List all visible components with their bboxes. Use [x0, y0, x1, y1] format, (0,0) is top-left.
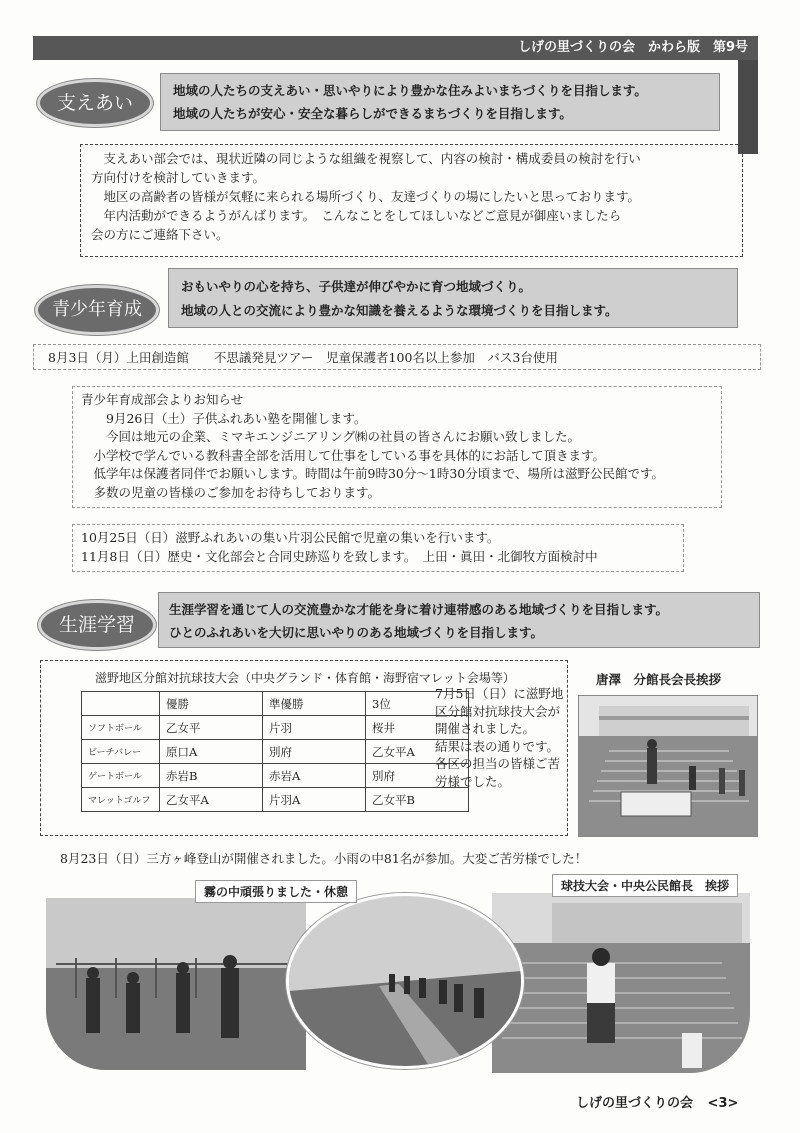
table-row — [82, 716, 469, 740]
table-cell: 片羽 — [263, 716, 366, 740]
page-header — [33, 36, 758, 60]
table-header-cell: 優勝 — [160, 692, 263, 716]
lifelong-goals — [158, 592, 760, 648]
result-line: 各区の担当の皆様ご苦 — [435, 756, 561, 771]
section-tag-support — [37, 79, 153, 127]
notice-line: 青少年育成部会よりお知らせ — [81, 392, 244, 407]
table-cell: 乙女平 — [160, 716, 263, 740]
support-body-box — [80, 144, 743, 257]
notice-line: 多数の児童の皆様のご参加をお待ちしております。 — [81, 484, 381, 500]
photo-fog-rest — [46, 898, 306, 1070]
table-header-cell: 準優勝 — [263, 692, 366, 716]
table-cell: 乙女平B — [366, 788, 469, 812]
body-line: 会の方にご連絡下さい。 — [91, 227, 229, 242]
youth-goals — [168, 268, 738, 328]
table-cell: 乙女平A — [366, 740, 469, 764]
table-cell: マレットゴルフ — [82, 788, 160, 812]
photo-speech-stairs — [578, 695, 758, 837]
table-cell: ソフトボール — [82, 716, 160, 740]
table-row — [82, 764, 469, 788]
event-line: 8月3日（月）上田創造館 不思議発見ツアー 児童保護者100名以上参加 バス3台使用 — [48, 350, 558, 365]
result-line: 区分館対抗球技大会が — [435, 703, 561, 719]
goal-line: 地域の人たちの支えあい・思いやりにより豊かな住みよいまちづくりを目指します。 — [173, 83, 647, 98]
event-line: 10月25日（日）滋野ふれあいの集い片羽公民館で児童の集いを行います。 — [81, 530, 500, 545]
header-title: しげの里づくりの会 かわら版 第9号 — [517, 40, 748, 55]
table-header-row — [82, 692, 469, 716]
table-row — [82, 788, 469, 812]
section-tag-label: 支えあい — [56, 92, 133, 114]
table-cell: 片羽A — [263, 788, 366, 812]
result-line: 開催されました。 — [435, 721, 536, 736]
result-line: 結果は表の通りです。 — [435, 738, 560, 754]
climb-note: 8月23日（日）三方ヶ峰登山が開催されました。小雨の中81名が参加。大変ご苦労様でした！ — [60, 851, 588, 866]
youth-events2-box — [72, 524, 684, 572]
table-header-cell: 3位 — [366, 692, 469, 716]
goal-line: 地域の人たちが安心・安全な暮らしができるまちづくりを目指します。 — [173, 106, 572, 121]
event-line: 11月8日（日）歴史・文化部会と合同史跡巡りを致します。 上田・眞田・北御牧方面検討中 — [81, 549, 598, 564]
table-cell: ビーチバレー — [82, 740, 160, 764]
table-cell: 乙女平A — [160, 788, 263, 812]
table-cell: 桜井 — [366, 716, 469, 740]
photo-fog-boardwalk — [286, 893, 524, 1069]
photo-caption-3: 球技大会・中央公民館長 挨拶 — [552, 874, 738, 897]
photo-caption-1: 唐澤 分館長会長挨拶 — [596, 672, 722, 687]
footer-org: しげの里づくりの会 — [576, 1096, 694, 1111]
body-line: 年内活動ができるようがんばります。 こんなことをしてほしいなどご意見が御座いましたら — [91, 208, 622, 223]
body-line: 地区の高齢者の皆様が気軽に来られる場所づくり、友達づくりの場にしたいと思っております。 — [91, 189, 641, 204]
youth-notice-box — [72, 386, 722, 508]
body-line: 支えあい部会では、現状近隣の同じような組織を視察して、内容の検討・構成委員の検討を行い — [91, 151, 641, 166]
youth-event1-box — [33, 344, 761, 370]
table-cell: 赤岩A — [263, 764, 366, 788]
table-cell: 赤岩B — [160, 764, 263, 788]
support-goals — [160, 73, 720, 131]
section-tag-lifelong — [38, 600, 156, 650]
tournament-box — [40, 660, 568, 836]
page-number: <3> — [707, 1096, 739, 1111]
body-line: 方向付けを検討していきます。 — [91, 170, 266, 185]
notice-line: 低学年は保護者同伴でお願いします。時間は午前9時30分～1時30分頃まで、場所は滋野公民館です。 — [81, 466, 664, 481]
table-title: 滋野地区分館対抗球技大会（中央グランド・体育館・海野宿マレット会場等） — [95, 671, 515, 685]
goal-line: 地域の人との交流により豊かな知識を養えるような環境づくりを目指します。 — [181, 303, 618, 318]
photo-caption-2: 霧の中頑張りました・休憩 — [195, 880, 357, 903]
goal-line: おもいやりの心を持ち、子供達が伸びやかに育つ地域づくり。 — [181, 279, 532, 294]
table-cell: 別府 — [366, 764, 469, 788]
table-header-cell — [82, 692, 160, 716]
table-row — [82, 740, 469, 764]
section-tag-label: 青少年育成 — [52, 299, 142, 320]
table-cell: 原口A — [160, 740, 263, 764]
photo-speech-hall — [492, 893, 750, 1073]
goal-line: 生涯学習を通じて人の交流豊かな才能を身に着け連帯感のある地域づくりを目指します。 — [169, 602, 669, 617]
table-cell: ゲートボール — [82, 764, 160, 788]
section-tag-label: 生涯学習 — [58, 614, 135, 636]
result-text — [435, 685, 563, 790]
goal-line: ひとのふれあいを大切に思いやりのある地域づくりを目指します。 — [169, 625, 544, 640]
footer — [576, 1092, 738, 1111]
table-cell: 別府 — [263, 740, 366, 764]
result-line: 労様でした。 — [435, 773, 511, 789]
results-table — [81, 691, 469, 812]
notice-line: 9月26日（土）子供ふれあい塾を開催します。 — [81, 410, 367, 426]
result-line: 7月5日（日）に滋野地 — [435, 686, 564, 701]
notice-line: 今回は地元の企業、ミマキエンジニアリング㈱の社員の皆さんにお願い致しました。 — [81, 429, 580, 444]
section-tag-youth — [35, 285, 159, 335]
notice-line: 小学校で学んでいる教科書全部を活用して仕事をしている事を具体的にお話して頂きます。 — [81, 447, 606, 463]
header-side-strip — [738, 60, 758, 154]
